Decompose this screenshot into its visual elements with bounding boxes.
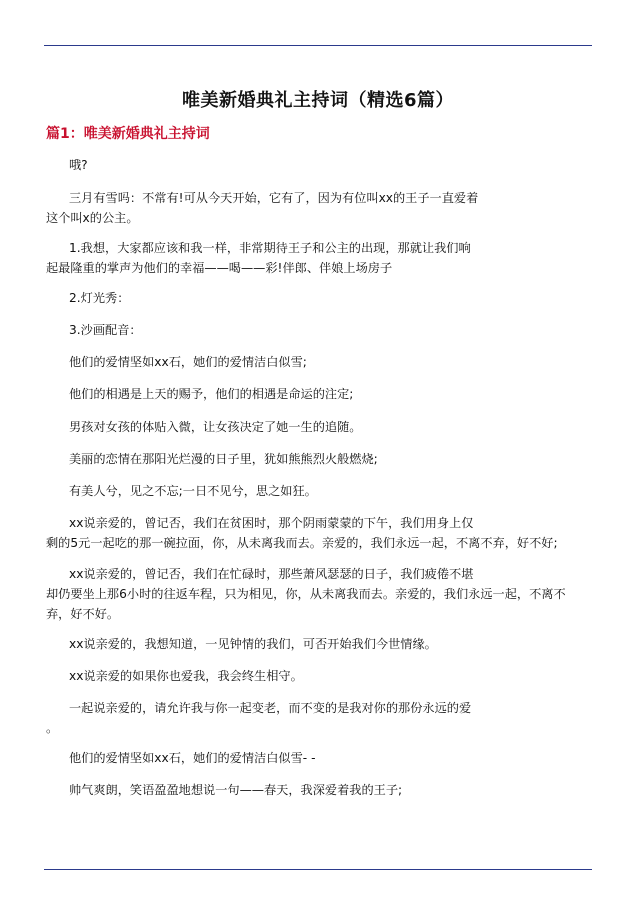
paragraph-line: 美丽的恋情在那阳光烂漫的日子里，犹如熊熊烈火般燃烧; (69, 452, 378, 466)
paragraph-line: xx说亲爱的，我想知道，一见钟情的我们，可否开始我们今世情缘。 (69, 637, 437, 651)
paragraph (46, 513, 594, 553)
paragraph (46, 698, 594, 738)
paragraph-line: 弃，好不好。 (46, 607, 120, 621)
paragraph (46, 288, 594, 308)
paragraph (46, 188, 594, 228)
paragraph-line: 三月有雪吗：不常有!可从今天开始，它有了，因为有位叫xx的王子一直爱着 (69, 191, 479, 205)
paragraph (46, 666, 594, 686)
paragraph-line: 一起说亲爱的，请允许我与你一起变老，而不变的是我对你的那份永远的爱 (69, 701, 472, 715)
footer-rule (44, 869, 592, 870)
paragraph-line: 男孩对女孩的体贴入微，让女孩决定了她一生的追随。 (69, 420, 362, 434)
paragraph (46, 634, 594, 654)
paragraph-line: 却仍要坐上那6小时的往返车程，只为相见，你，从未离我而去。亲爱的，我们永远一起，不离不 (46, 587, 566, 601)
paragraph (46, 417, 594, 437)
paragraph-line: xx说亲爱的，曾记否，我们在贫困时，那个阴雨蒙蒙的下午，我们用身上仅 (69, 516, 474, 530)
paragraph-line: 他们的相遇是上天的赐予，他们的相遇是命运的注定; (69, 387, 354, 401)
paragraph-line: 哦? (69, 158, 88, 172)
paragraph-line: 他们的爱情坚如xx石，她们的爱情洁白似雪; (69, 355, 307, 369)
paragraph (46, 320, 594, 340)
paragraph-line: xx说亲爱的如果你也爱我，我会终生相守。 (69, 669, 303, 683)
paragraph (46, 352, 594, 372)
paragraph (46, 780, 594, 800)
paragraph (46, 155, 594, 175)
paragraph (46, 481, 594, 501)
paragraph-line: 3.沙画配音： (69, 323, 142, 337)
paragraph (46, 748, 594, 768)
paragraph-line: 他们的爱情坚如xx石，她们的爱情洁白似雪- - (69, 751, 316, 765)
paragraph-line: 有美人兮，见之不忘;一日不见兮，思之如狂。 (69, 484, 317, 498)
paragraph-line: 。 (46, 721, 59, 735)
paragraph-line: 剩的5元一起吃的那一碗拉面，你，从未离我而去。亲爱的，我们永远一起，不离不弃，好不好; (46, 536, 558, 550)
paragraph-line: 起最隆重的掌声为他们的幸福——喝——彩!伴郎、伴娘上场房子 (46, 261, 393, 275)
paragraph-line: 帅气爽朗，笑语盈盈地想说一句——春天，我深爱着我的王子; (69, 783, 403, 797)
header-rule (44, 45, 592, 46)
section-heading: 篇1：唯美新婚典礼主持词 (46, 126, 210, 142)
paragraph (46, 238, 594, 278)
paragraph (46, 564, 594, 624)
paragraph (46, 384, 594, 404)
document-title: 唯美新婚典礼主持词（精选6篇） (181, 90, 455, 111)
paragraph-line: 这个叫x的公主。 (46, 211, 139, 225)
paragraph-line: xx说亲爱的，曾记否，我们在忙碌时，那些萧风瑟瑟的日子，我们疲倦不堪 (69, 567, 474, 581)
paragraph-line: 1.我想，大家都应该和我一样，非常期待王子和公主的出现，那就让我们响 (69, 241, 471, 255)
paragraph (46, 449, 594, 469)
paragraph-line: 2.灯光秀： (69, 291, 130, 305)
